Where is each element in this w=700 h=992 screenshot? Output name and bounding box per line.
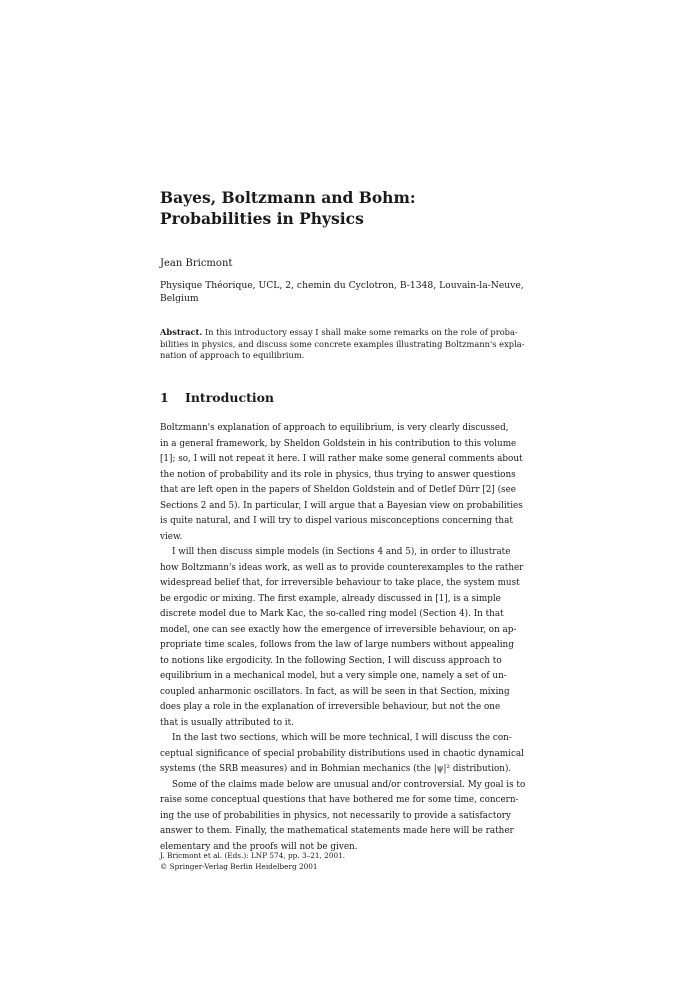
section-heading bbox=[160, 390, 274, 405]
title-line-1: Bayes, Boltzmann and Bohm: bbox=[160, 188, 416, 207]
paragraph bbox=[160, 545, 540, 731]
text-line: does play a role in the explanation of irreversible behaviour, but not the one bbox=[160, 702, 501, 712]
abstract-line-3: nation of approach to equilibrium. bbox=[160, 350, 305, 361]
text-line: that are left open in the papers of Sheldon Goldstein and of Detlef Dürr [2] (see bbox=[160, 485, 516, 495]
abstract-line-2: bilities in physics, and discuss some concrete examples illustrating Boltzmann's expla- bbox=[160, 338, 525, 349]
paragraph bbox=[160, 731, 540, 778]
text-line: systems (the SRB measures) and in Bohmian mechanics (the |ψ|² distribution). bbox=[160, 764, 512, 774]
abstract-label: Abstract. bbox=[160, 327, 203, 337]
affiliation-line-1: Physique Théorique, UCL, 2, chemin du Cyclotron, B-1348, Louvain-la-Neuve, bbox=[160, 280, 524, 291]
footer-line-2: © Springer-Verlag Berlin Heidelberg 2001 bbox=[160, 862, 318, 871]
section-number: 1 bbox=[160, 390, 169, 405]
copyright-footer bbox=[160, 850, 540, 872]
text-line: discrete model due to Mark Kac, the so-called ring model (Section 4). In that bbox=[160, 609, 504, 619]
text-line: Sections 2 and 5). In particular, I will argue that a Bayesian view on probabilities bbox=[160, 500, 523, 511]
text-line: be ergodic or mixing. The first example, already discussed in [1], is a simple bbox=[160, 593, 501, 604]
section-title: Introduction bbox=[185, 390, 275, 405]
text-line: propriate time scales, follows from the law of large numbers without appealing bbox=[160, 640, 514, 650]
paper-title bbox=[160, 187, 540, 229]
author-name: Jean Bricmont bbox=[160, 258, 233, 269]
text-line: equilibrium in a mechanical model, but a very simple one, namely a set of un- bbox=[160, 671, 507, 681]
text-line: ing the use of probabilities in physics, not necessarily to provide a satisfactory bbox=[160, 810, 511, 821]
text-line: In the last two sections, which will be more technical, I will discuss the con- bbox=[172, 733, 512, 743]
text-line: is quite natural, and I will try to dispel various misconceptions concerning that bbox=[160, 516, 513, 526]
abstract-line-1 bbox=[160, 327, 540, 339]
text-line: [1]; so, I will not repeat it here. I will rather make some general comments about bbox=[160, 454, 523, 464]
text-line: Some of the claims made below are unusual and/or controversial. My goal is to bbox=[172, 779, 526, 790]
abstract bbox=[160, 327, 540, 362]
text-line: widespread belief that, for irreversible behaviour to take place, the system must bbox=[160, 578, 520, 588]
text-line: model, one can see exactly how the emergence of irreversible behaviour, on ap- bbox=[160, 624, 517, 635]
paper-page bbox=[160, 0, 540, 992]
text-line: raise some conceptual questions that have bothered me for some time, concern- bbox=[160, 795, 519, 805]
paragraph bbox=[160, 778, 540, 856]
text-line: view. bbox=[160, 531, 183, 542]
text-line: to notions like ergodicity. In the following Section, I will discuss approach to bbox=[160, 655, 502, 666]
text-line: coupled anharmonic oscillators. In fact, as will be seen in that Section, mixing bbox=[160, 686, 510, 697]
text-line: Boltzmann's explanation of approach to equilibrium, is very clearly discussed, bbox=[160, 423, 509, 433]
text-line: answer to them. Finally, the mathematical statements made here will be rather bbox=[160, 826, 514, 836]
paragraph bbox=[160, 421, 540, 545]
body-text bbox=[160, 421, 540, 855]
text-line: the notion of probability and its role in physics, thus trying to answer questions bbox=[160, 469, 516, 480]
text-line: that is usually attributed to it. bbox=[160, 717, 294, 728]
text-line: ceptual significance of special probability distributions used in chaotic dynamical bbox=[160, 748, 524, 759]
affiliation-line-2: Belgium bbox=[160, 292, 199, 304]
footer-line-1: J. Bricmont et al. (Eds.): LNP 574, pp. 3–21, 2001. bbox=[160, 851, 346, 860]
author-affiliation bbox=[160, 280, 540, 305]
text-line: elementary and the proofs will not be given. bbox=[160, 841, 358, 852]
text-line: how Boltzmann's ideas work, as well as to provide counterexamples to the rather bbox=[160, 562, 524, 573]
abstract-text-1: In this introductory essay I shall make some remarks on the role of proba- bbox=[204, 327, 518, 337]
text-line: in a general framework, by Sheldon Goldstein in his contribution to this volume bbox=[160, 438, 517, 449]
title-line-2: Probabilities in Physics bbox=[160, 209, 364, 228]
text-line: I will then discuss simple models (in Sections 4 and 5), in order to illustrate bbox=[172, 547, 511, 557]
